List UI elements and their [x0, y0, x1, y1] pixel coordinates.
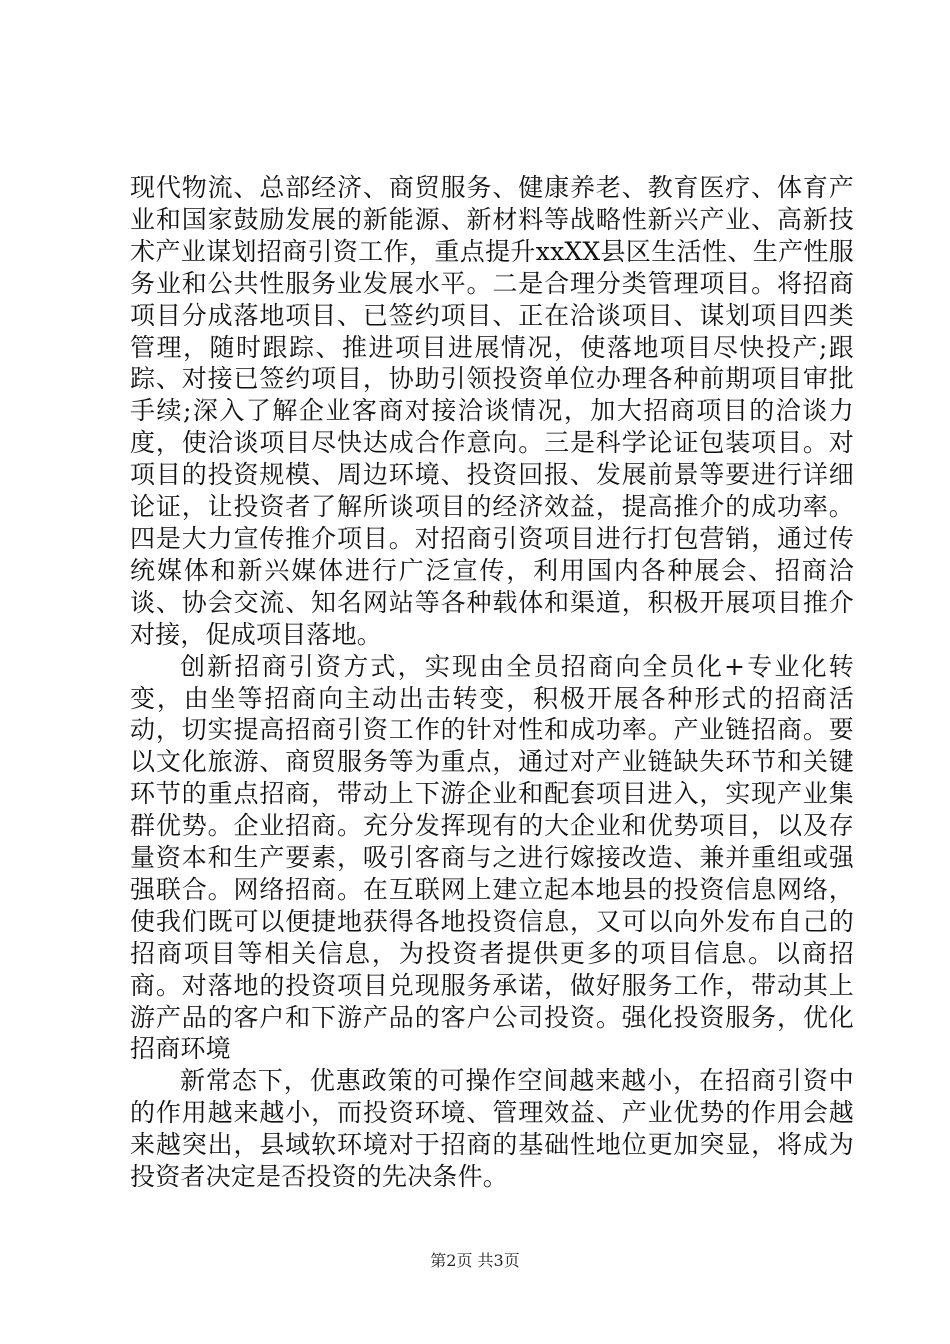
paragraph-1: 现代物流、总部经济、商贸服务、健康养老、教育医疗、体育产业和国家鼓励发展的新能源、新材料等战略性新兴产业、高新技术产业谋划招商引资工作，重点提升xxXX县区生活性、生产性服务业和公共性服务业发展水平。二是合理分类管理项目。将招商项目分成落地项目、已签约项目、正在洽谈项目、谋划项目四类管理，随时跟踪、推进项目进展情况，使落地项目尽快投产;跟踪、对接已签约项目，协助引领投资单位办理各种前期项目审批手续;深入了解企业客商对接洽谈情况，加大招商项目的洽谈力度，使洽谈项目尽快达成合作意向。三是科学论证包装项目。对项目的投资规模、周边环境、投资回报、发展前景等要进行详细论证，让投资者了解所谈项目的经济效益，提高推介的成功率。四是大力宣传推介项目。对招商引资项目进行打包营销，通过传统媒体和新兴媒体进行广泛宣传，利用国内各种展会、招商洽谈、协会交流、知名网站等各种载体和渠道，积极开展项目推介对接，促成项目落地。: [130, 173, 854, 649]
page-number-footer: 第2页 共3页: [430, 1251, 520, 1270]
paragraph-3: 新常态下，优惠政策的可操作空间越来越小，在招商引资中的作用越来越小，而投资环境、管理效益、产业优势的作用会越来越突出，县域软环境对于招商的基础性地位更加突显，将成为投资者决定是否投资的先决条件。: [130, 1066, 854, 1192]
paragraph-2: 创新招商引资方式，实现由全员招商向全员化+专业化转变，由坐等招商向主动出击转变，积极开展各种形式的招商活动，切实提高招商引资工作的针对性和成功率。产业链招商。要以文化旅游、商贸服务等为重点，通过对产业链缺失环节和关键环节的重点招商，带动上下游企业和配套项目进入，实现产业集群优势。企业招商。充分发挥现有的大企业和优势项目，以及存量资本和生产要素，吸引客商与之进行嫁接改造、兼并重组或强强联合。网络招商。在互联网上建立起本地县的投资信息网络，使我们既可以便捷地获得各地投资信息，又可以向外发布自己的招商项目等相关信息，为投资者提供更多的项目信息。以商招商。对落地的投资项目兑现服务承诺，做好服务工作，带动其上游产品的客户和下游产品的客户公司投资。强化投资服务，优化招商环境: [130, 651, 854, 1064]
document-body: [130, 172, 854, 1193]
